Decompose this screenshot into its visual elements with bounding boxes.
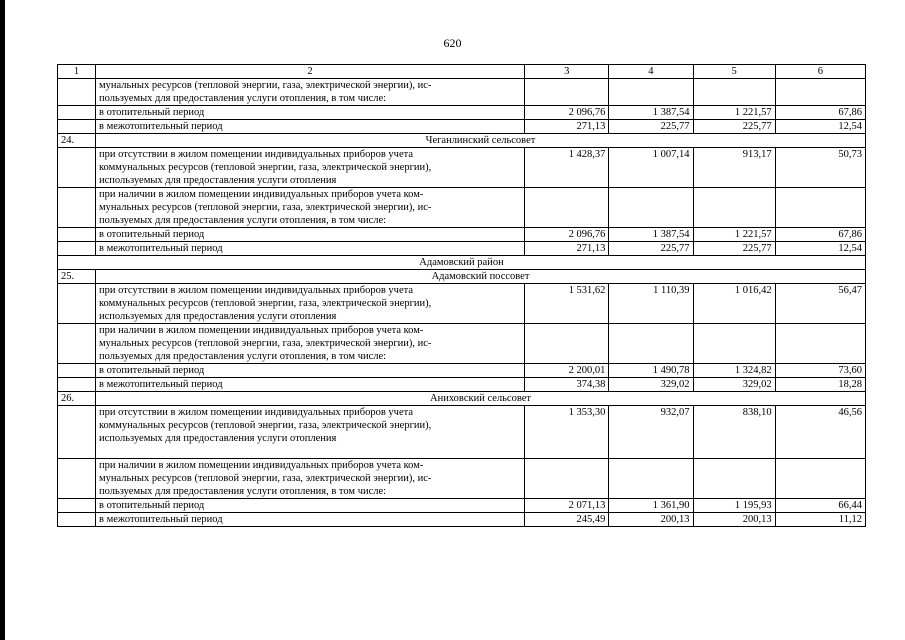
- value-cell-v3: 271,13: [525, 120, 609, 134]
- section-title: Чеганлинский сельсовет: [95, 134, 865, 148]
- section-title: Адамовский поссовет: [95, 270, 865, 284]
- description-line: в межотопительный период: [98, 121, 223, 132]
- value-cell-v3: 245,49: [525, 513, 609, 527]
- value-cell-v3: 271,13: [525, 242, 609, 256]
- row-number: [58, 459, 96, 499]
- row-description: [95, 364, 524, 378]
- table-row: [58, 228, 866, 242]
- row-number: [58, 406, 96, 459]
- description-line: в межотопительный период: [98, 243, 223, 254]
- value-cell-v3: [525, 188, 609, 228]
- description-line: пользуемых для предоставления услуги отопления, в том числе:: [98, 215, 387, 226]
- value-cell-v6: 46,56: [775, 406, 865, 459]
- row-number: [58, 324, 96, 364]
- table-row: [58, 513, 866, 527]
- table-row: [58, 378, 866, 392]
- header-cell: 4: [609, 65, 693, 79]
- value-cell-v4: 225,77: [609, 120, 693, 134]
- table-row: [58, 148, 866, 188]
- row-number: [58, 148, 96, 188]
- value-cell-v5: [693, 79, 775, 106]
- value-cell-v6: 66,44: [775, 499, 865, 513]
- description-line: мунальных ресурсов (тепловой энергии, газа, электрической энергии), ис-: [98, 202, 432, 213]
- district-title: Адамовский район: [58, 256, 866, 270]
- row-description: [95, 513, 524, 527]
- description-line: [99, 445, 521, 458]
- row-description: [95, 242, 524, 256]
- description-line: при отсутствии в жилом помещении индивидуальных приборов учета: [98, 285, 413, 296]
- value-cell-v4: 329,02: [609, 378, 693, 392]
- value-cell-v3: 1 353,30: [525, 406, 609, 459]
- value-cell-v4: 1 361,90: [609, 499, 693, 513]
- description-line: в отопительный период: [98, 107, 205, 118]
- value-cell-v3: [525, 324, 609, 364]
- tariff-table: [57, 64, 866, 527]
- value-cell-v4: 1 387,54: [609, 228, 693, 242]
- row-description: [95, 459, 524, 499]
- value-cell-v4: 932,07: [609, 406, 693, 459]
- value-cell-v5: [693, 188, 775, 228]
- value-cell-v6: [775, 188, 865, 228]
- value-cell-v5: 225,77: [693, 120, 775, 134]
- value-cell-v4: [609, 324, 693, 364]
- description-line: мунальных ресурсов (тепловой энергии, газа, электрической энергии), ис-: [98, 473, 432, 484]
- header-row: [58, 65, 866, 79]
- table-row: [58, 79, 866, 106]
- value-cell-v6: 67,86: [775, 106, 865, 120]
- row-description: [95, 148, 524, 188]
- row-number: 26.: [58, 392, 96, 406]
- section-row: [58, 270, 866, 284]
- row-number: [58, 499, 96, 513]
- row-number: 25.: [58, 270, 96, 284]
- page-number: 620: [443, 36, 462, 50]
- header-cell: 3: [525, 65, 609, 79]
- row-description: [95, 324, 524, 364]
- value-cell-v5: [693, 324, 775, 364]
- value-cell-v6: 67,86: [775, 228, 865, 242]
- row-description: [95, 284, 524, 324]
- value-cell-v3: 1 531,62: [525, 284, 609, 324]
- description-line: используемых для предоставления услуги отопления: [98, 175, 337, 186]
- row-description: [95, 406, 524, 459]
- row-number: [58, 106, 96, 120]
- description-line: при отсутствии в жилом помещении индивидуальных приборов учета: [98, 407, 413, 418]
- description-line: используемых для предоставления услуги отопления: [98, 311, 337, 322]
- row-description: [95, 499, 524, 513]
- section-row: [58, 134, 866, 148]
- value-cell-v5: 1 324,82: [693, 364, 775, 378]
- value-cell-v5: 1 221,57: [693, 106, 775, 120]
- value-cell-v5: 225,77: [693, 242, 775, 256]
- description-line: мунальных ресурсов (тепловой энергии, газа, электрической энергии), ис-: [98, 338, 432, 349]
- description-line: при наличии в жилом помещении индивидуальных приборов учета ком-: [98, 189, 424, 200]
- description-line: при наличии в жилом помещении индивидуальных приборов учета ком-: [98, 460, 424, 471]
- table-row: [58, 499, 866, 513]
- row-description: [95, 188, 524, 228]
- table-row: [58, 406, 866, 459]
- value-cell-v4: 1 490,78: [609, 364, 693, 378]
- row-description: [95, 79, 524, 106]
- row-description: [95, 106, 524, 120]
- value-cell-v6: 56,47: [775, 284, 865, 324]
- header-cell: 5: [693, 65, 775, 79]
- description-line: мунальных ресурсов (тепловой энергии, газа, электрической энергии), ис-: [98, 80, 432, 91]
- table-row: [58, 188, 866, 228]
- value-cell-v4: 225,77: [609, 242, 693, 256]
- value-cell-v3: 1 428,37: [525, 148, 609, 188]
- value-cell-v4: 1 110,39: [609, 284, 693, 324]
- value-cell-v6: 18,28: [775, 378, 865, 392]
- value-cell-v3: [525, 459, 609, 499]
- table-row: [58, 242, 866, 256]
- row-number: [58, 364, 96, 378]
- description-line: в межотопительный период: [98, 514, 223, 525]
- value-cell-v5: 1 221,57: [693, 228, 775, 242]
- value-cell-v5: 913,17: [693, 148, 775, 188]
- value-cell-v5: 1 195,93: [693, 499, 775, 513]
- row-number: [58, 284, 96, 324]
- value-cell-v6: 73,60: [775, 364, 865, 378]
- description-line: в отопительный период: [98, 500, 205, 511]
- value-cell-v5: 329,02: [693, 378, 775, 392]
- header-cell: 2: [95, 65, 524, 79]
- section-title: Аниховский сельсовет: [95, 392, 865, 406]
- description-line: коммунальных ресурсов (тепловой энергии, газа, электрической энергии),: [98, 420, 432, 431]
- description-line: используемых для предоставления услуги отопления: [98, 433, 337, 444]
- row-description: [95, 228, 524, 242]
- value-cell-v4: [609, 79, 693, 106]
- description-line: в отопительный период: [98, 229, 205, 240]
- table-row: [58, 364, 866, 378]
- header-cell: 6: [775, 65, 865, 79]
- value-cell-v6: [775, 324, 865, 364]
- value-cell-v4: [609, 459, 693, 499]
- table-row: [58, 324, 866, 364]
- row-number: [58, 378, 96, 392]
- row-number: [58, 228, 96, 242]
- value-cell-v3: 2 200,01: [525, 364, 609, 378]
- description-line: пользуемых для предоставления услуги отопления, в том числе:: [98, 93, 387, 104]
- row-description: [95, 378, 524, 392]
- value-cell-v5: 200,13: [693, 513, 775, 527]
- value-cell-v3: 2 096,76: [525, 228, 609, 242]
- description-line: при отсутствии в жилом помещении индивидуальных приборов учета: [98, 149, 413, 160]
- value-cell-v4: 1 007,14: [609, 148, 693, 188]
- table-row: [58, 120, 866, 134]
- value-cell-v6: [775, 79, 865, 106]
- value-cell-v5: 838,10: [693, 406, 775, 459]
- value-cell-v6: [775, 459, 865, 499]
- description-line: коммунальных ресурсов (тепловой энергии, газа, электрической энергии),: [98, 298, 432, 309]
- value-cell-v3: 2 071,13: [525, 499, 609, 513]
- description-line: коммунальных ресурсов (тепловой энергии, газа, электрической энергии),: [98, 162, 432, 173]
- value-cell-v5: 1 016,42: [693, 284, 775, 324]
- row-number: [58, 120, 96, 134]
- description-line: пользуемых для предоставления услуги отопления, в том числе:: [98, 351, 387, 362]
- header-cell: 1: [58, 65, 96, 79]
- value-cell-v6: 50,73: [775, 148, 865, 188]
- row-number: [58, 79, 96, 106]
- row-number: 24.: [58, 134, 96, 148]
- value-cell-v4: [609, 188, 693, 228]
- row-number: [58, 513, 96, 527]
- description-line: в межотопительный период: [98, 379, 223, 390]
- description-line: при наличии в жилом помещении индивидуальных приборов учета ком-: [98, 325, 424, 336]
- value-cell-v4: 1 387,54: [609, 106, 693, 120]
- district-row: [58, 256, 866, 270]
- table-row: [58, 106, 866, 120]
- description-line: пользуемых для предоставления услуги отопления, в том числе:: [98, 486, 387, 497]
- value-cell-v3: [525, 79, 609, 106]
- table-row: [58, 459, 866, 499]
- section-row: [58, 392, 866, 406]
- value-cell-v6: 12,54: [775, 120, 865, 134]
- row-description: [95, 120, 524, 134]
- value-cell-v5: [693, 459, 775, 499]
- value-cell-v3: 2 096,76: [525, 106, 609, 120]
- value-cell-v4: 200,13: [609, 513, 693, 527]
- table-row: [58, 284, 866, 324]
- description-line: в отопительный период: [98, 365, 205, 376]
- value-cell-v3: 374,38: [525, 378, 609, 392]
- row-number: [58, 188, 96, 228]
- row-number: [58, 242, 96, 256]
- scan-edge-bar: [0, 0, 5, 640]
- value-cell-v6: 11,12: [775, 513, 865, 527]
- value-cell-v6: 12,54: [775, 242, 865, 256]
